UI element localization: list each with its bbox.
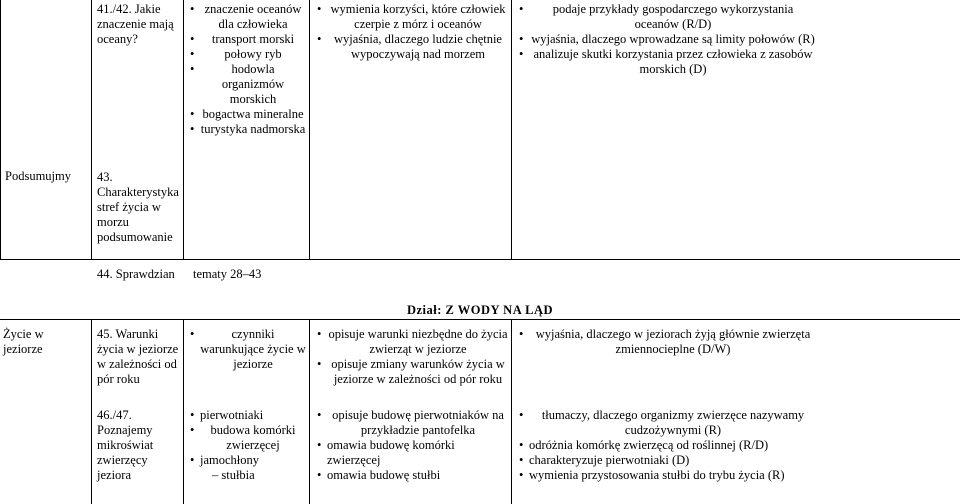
top-table-divider-3 bbox=[309, 0, 310, 260]
content-item: • jamochłony bbox=[188, 453, 306, 468]
bottom-table-divider-4 bbox=[511, 319, 512, 504]
content-column-46-47 bbox=[188, 408, 306, 483]
content-item: • połowy ryb bbox=[188, 47, 306, 62]
extended-requirement: • wyjaśnia, dlaczego w jeziorach żyją głównie zwierzęta zmiennocieplne (D/W) bbox=[517, 327, 817, 357]
bottom-table-divider-1 bbox=[91, 319, 92, 504]
lesson-46-47: 46./47. Poznajemy mikroświat zwierzęcy jeziora bbox=[97, 408, 154, 482]
lesson-41-42: 41./42. Jakie znaczenie mają oceany? bbox=[97, 2, 174, 46]
extended-requirement: • podaje przykłady gospodarczego wykorzystania oceanów (R/D) bbox=[517, 2, 817, 32]
bottom-table-divider-2 bbox=[183, 319, 184, 504]
extended-requirement: • wyjaśnia, dlaczego wprowadzane są limity połowów (R) bbox=[517, 32, 817, 47]
lesson-45: 45. Warunki życia w jeziorze w zależności od pór roku bbox=[97, 327, 179, 386]
basic-requirement: • omawia budowę komórki zwierzęcej bbox=[315, 438, 509, 468]
lesson-43: 43. Charakterystyka stref życia w morzu podsumowanie bbox=[97, 170, 179, 244]
extended-requirements-top bbox=[517, 2, 817, 77]
section-title: Dział: Z WODY NA LĄD bbox=[406, 303, 554, 317]
extended-requirements-45 bbox=[517, 327, 817, 357]
basic-requirement: • wymienia korzyści, które człowiek czerpie z mórz i oceanów bbox=[315, 2, 509, 32]
extended-requirement: • odróżnia komórkę zwierzęcą od roślinnej (R/D) bbox=[517, 438, 817, 453]
content-item: • transport morski bbox=[188, 32, 306, 47]
content-item: • czynniki warunkujące życie w jeziorze bbox=[188, 327, 306, 372]
content-item: • pierwotniaki bbox=[188, 408, 306, 423]
bottom-table-top-border bbox=[0, 319, 960, 320]
content-item: • turystyka nadmorska bbox=[188, 122, 306, 137]
basic-requirement: • wyjaśnia, dlaczego ludzie chętnie wypoczywają nad morzem bbox=[315, 32, 509, 62]
basic-requirements-46-47 bbox=[315, 408, 509, 483]
content-subitem: – stułbia bbox=[212, 468, 255, 482]
basic-requirement: • opisuje warunki niezbędne do życia zwierząt w jeziorze bbox=[315, 327, 509, 357]
bottom-table-divider-3 bbox=[309, 319, 310, 504]
summary-row-label: Podsumujmy bbox=[5, 169, 71, 183]
extended-requirement: • charakteryzuje pierwotniaki (D) bbox=[517, 453, 817, 468]
extended-requirements-46-47 bbox=[517, 408, 817, 483]
test-topics: tematy 28–43 bbox=[193, 267, 262, 281]
basic-requirement: • opisuje budowę pierwotniaków na przykładzie pantofelka bbox=[315, 408, 509, 438]
top-table-border-left bbox=[0, 0, 1, 260]
extended-requirement: • wymienia przystosowania stułbi do trybu życia (R) bbox=[517, 468, 817, 483]
top-table-divider-4 bbox=[511, 0, 512, 260]
basic-requirements-top bbox=[315, 2, 509, 62]
basic-requirement: • omawia budowę stułbi bbox=[315, 468, 509, 483]
content-item: • znaczenie oceanów dla człowieka bbox=[188, 2, 306, 32]
content-item: • hodowla organizmów morskich bbox=[188, 62, 306, 107]
top-table-divider-2 bbox=[183, 0, 184, 260]
basic-requirement: • opisuje zmiany warunków życia w jeziorze w zależności od pór roku bbox=[315, 357, 509, 387]
content-column-top bbox=[188, 2, 306, 137]
top-table-divider-1 bbox=[91, 0, 92, 260]
extended-requirement: • analizuje skutki korzystania przez człowieka z zasobów morskich (D) bbox=[517, 47, 817, 77]
lake-row-label: Życie w jeziorze bbox=[3, 327, 44, 356]
content-column-45 bbox=[188, 327, 306, 372]
content-item: • budowa komórki zwierzęcej bbox=[188, 423, 306, 453]
test-lesson: 44. Sprawdzian bbox=[97, 267, 175, 281]
extended-requirement: • tłumaczy, dlaczego organizmy zwierzęce nazywamy cudzożywnymi (R) bbox=[517, 408, 817, 438]
basic-requirements-45 bbox=[315, 327, 509, 387]
top-table-bottom-border bbox=[0, 259, 960, 260]
content-item: • bogactwa mineralne bbox=[188, 107, 306, 122]
